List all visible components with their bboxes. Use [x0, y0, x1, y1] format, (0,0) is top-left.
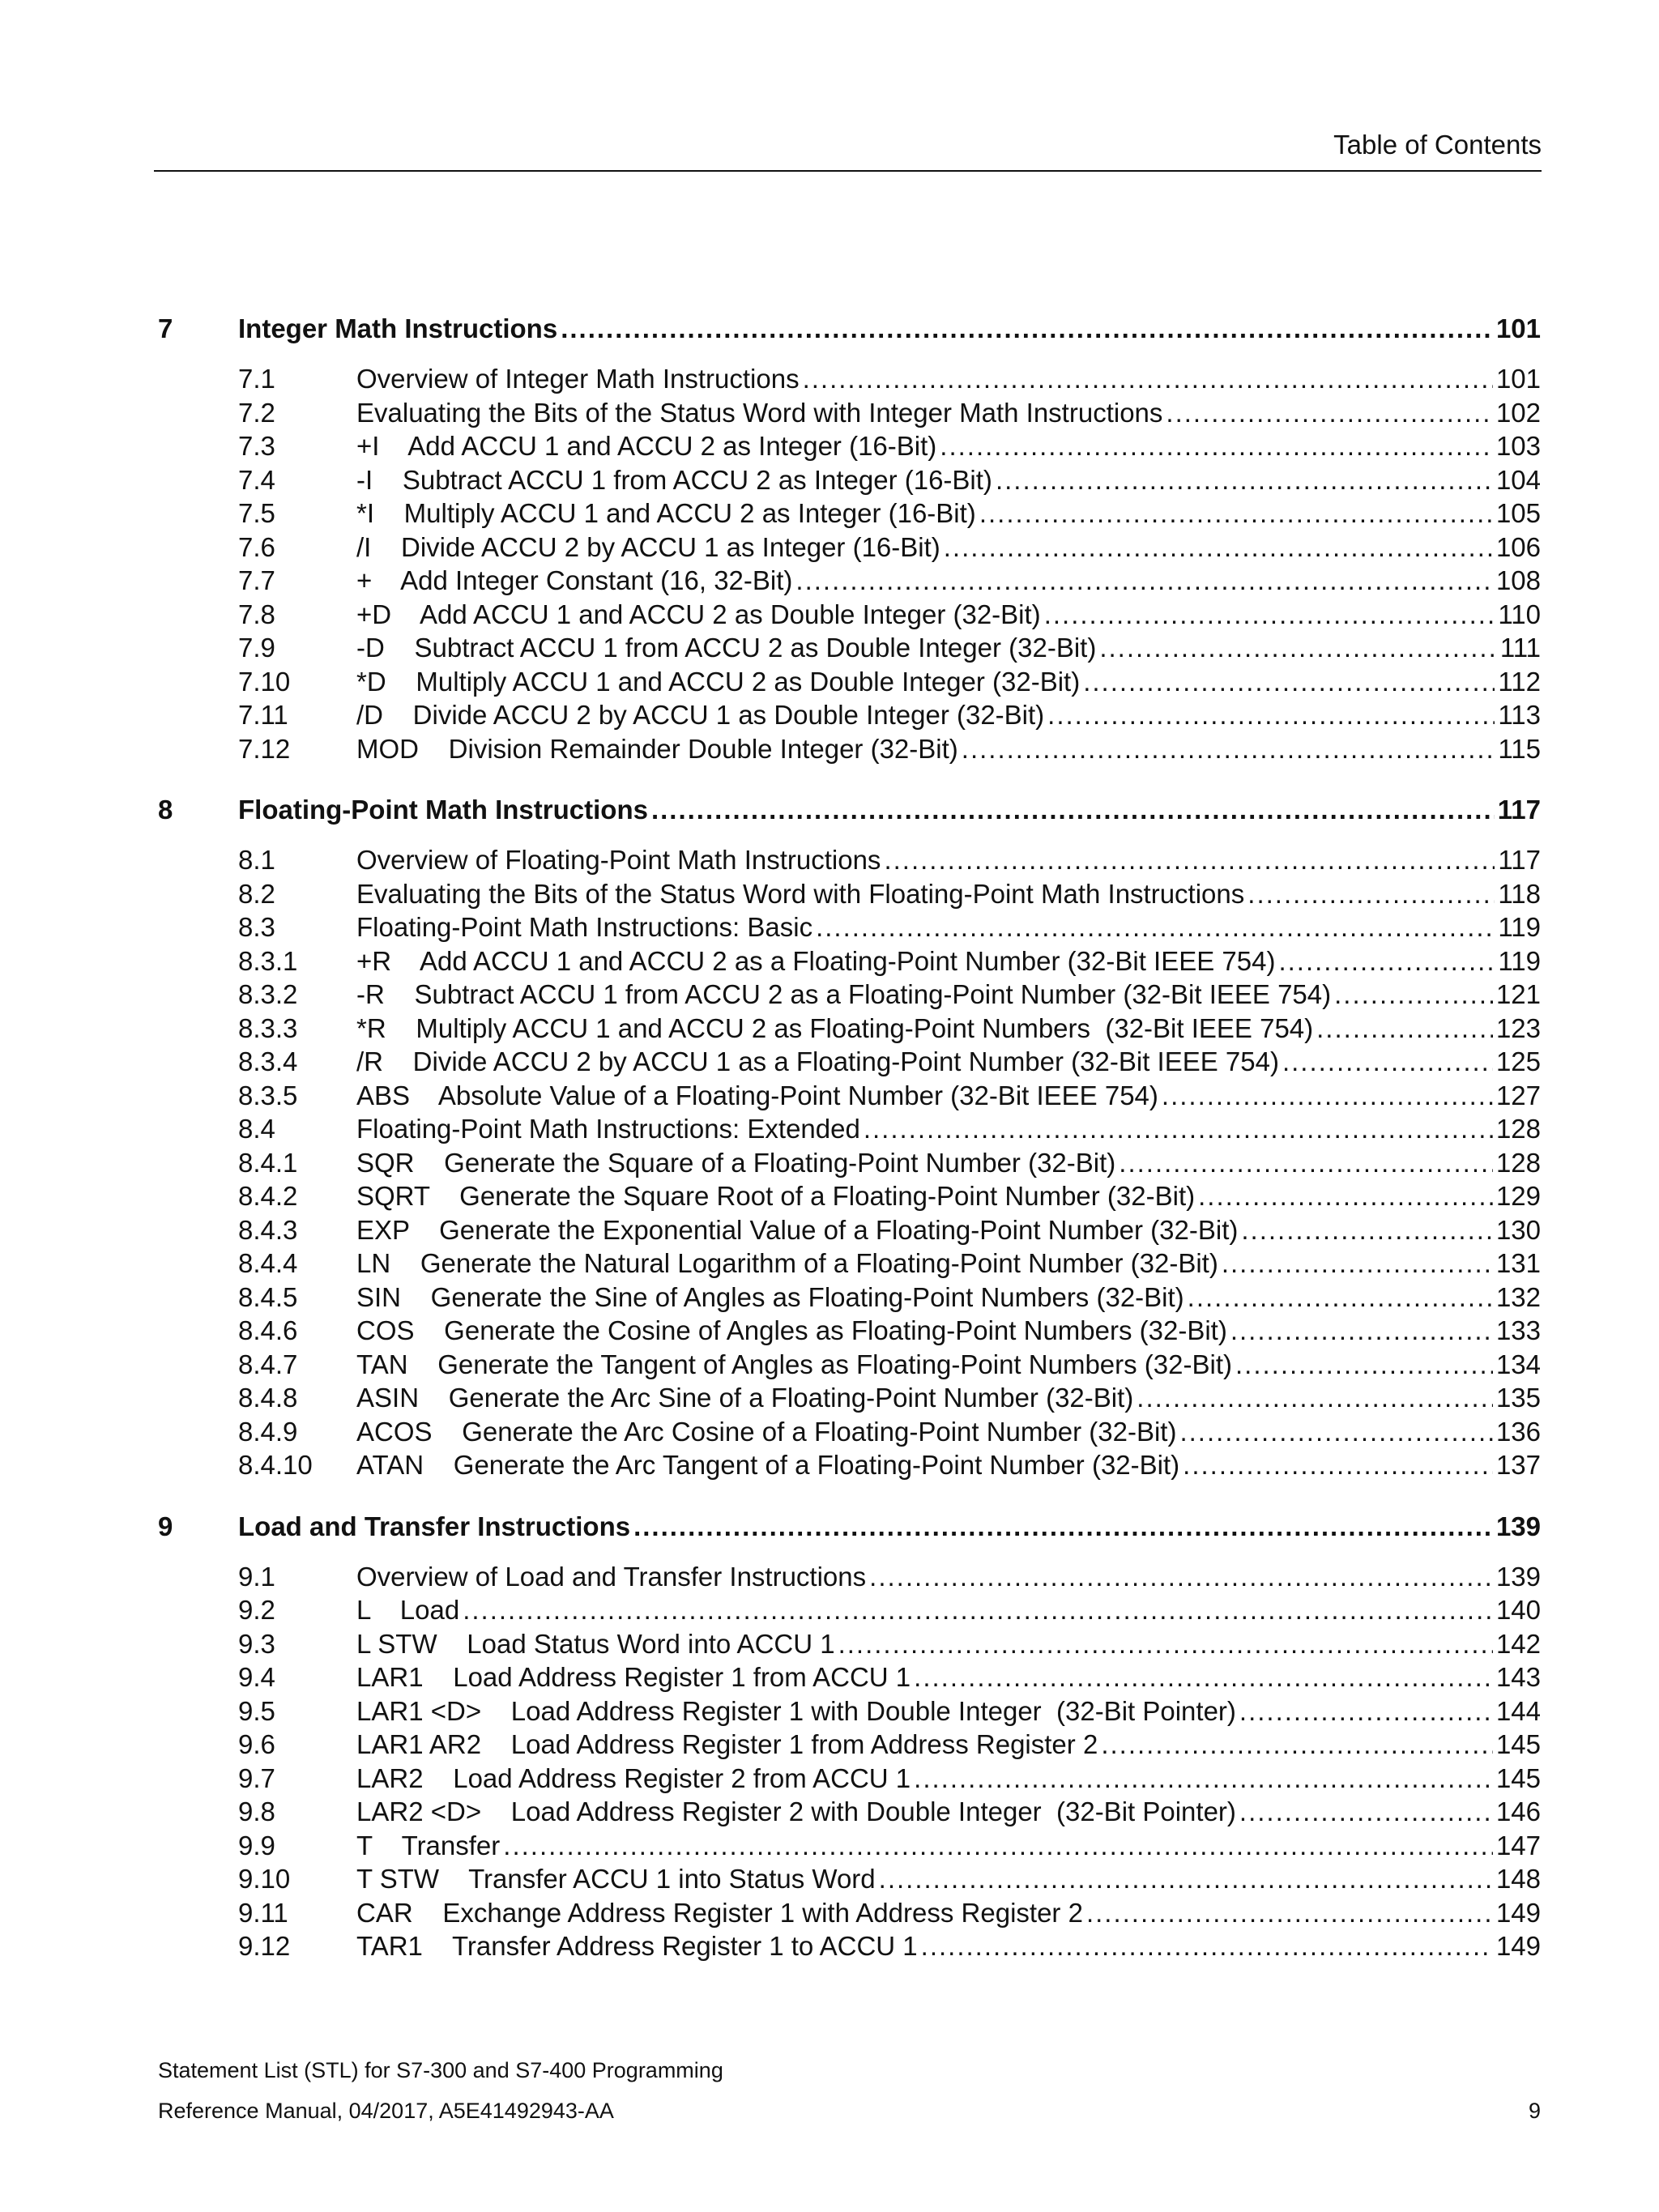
- dot-leader: [561, 312, 1493, 346]
- entry-title: SIN Generate the Sine of Angles as Floating-Point Numbers (32-Bit): [356, 1281, 1184, 1312]
- entry-number: 9.9: [238, 1830, 275, 1860]
- entry-page: 104: [1495, 464, 1541, 495]
- dot-leader: [1278, 944, 1495, 978]
- entry-title: +D Add ACCU 1 and ACCU 2 as Double Integer (32-Bit): [356, 599, 1041, 629]
- toc-entry[interactable]: [158, 429, 1541, 463]
- entry-title: +R Add ACCU 1 and ACCU 2 as a Floating-Point Number (32-Bit IEEE 754): [356, 945, 1276, 976]
- entry-page: 112: [1498, 666, 1541, 697]
- toc-entry[interactable]: [158, 1829, 1541, 1863]
- entry-page: 105: [1495, 498, 1541, 528]
- entry-title: MOD Division Remainder Double Integer (32-Bit): [356, 733, 958, 764]
- entry-page: 125: [1495, 1046, 1541, 1076]
- entry-title: /D Divide ACCU 2 by ACCU 1 as Double Integer (32-Bit): [356, 700, 1045, 730]
- entry-page: 106: [1495, 531, 1541, 562]
- dot-leader: [914, 1762, 1493, 1796]
- entry-title: L STW Load Status Word into ACCU 1: [356, 1628, 835, 1659]
- entry-number: 8.4.6: [238, 1315, 298, 1345]
- entry-page: 147: [1495, 1830, 1541, 1860]
- entry-number: 8.4.8: [238, 1383, 298, 1413]
- entry-number: 7.4: [238, 464, 275, 495]
- entry-number: 8.2: [238, 878, 275, 909]
- toc-entry[interactable]: [158, 978, 1541, 1012]
- entry-page: 127: [1495, 1080, 1541, 1110]
- toc-entry[interactable]: [158, 463, 1541, 497]
- entry-title: Evaluating the Bits of the Status Word with Integer Math Instructions: [356, 397, 1163, 428]
- chapter-page: 117: [1497, 795, 1541, 825]
- entry-title: Floating-Point Math Instructions: Basic: [356, 912, 813, 942]
- toc-entry[interactable]: [158, 362, 1541, 396]
- dot-leader: [869, 1560, 1493, 1594]
- entry-title: Overview of Integer Math Instructions: [356, 364, 800, 394]
- entry-number: 9.10: [238, 1864, 291, 1894]
- entry-number: 9.4: [238, 1662, 275, 1692]
- toc-entry[interactable]: [158, 1762, 1541, 1796]
- entry-page: 139: [1495, 1561, 1541, 1592]
- dot-leader: [1119, 1146, 1493, 1180]
- entry-number: 9.5: [238, 1695, 275, 1726]
- entry-page: 134: [1495, 1349, 1541, 1379]
- entry-title: +I Add ACCU 1 and ACCU 2 as Integer (16-Bit): [356, 431, 937, 461]
- entry-title: SQR Generate the Square of a Floating-Point Number (32-Bit): [356, 1147, 1116, 1178]
- chapter-title: Load and Transfer Instructions: [238, 1511, 631, 1541]
- dot-leader: [996, 463, 1493, 497]
- entry-page: 108: [1495, 565, 1541, 595]
- entry-number: 9.12: [238, 1931, 291, 1961]
- entry-page: 130: [1495, 1214, 1541, 1245]
- footer-info: [158, 2098, 1541, 2124]
- entry-title: CAR Exchange Address Register 1 with Address Register 2: [356, 1897, 1083, 1928]
- toc-entry[interactable]: [158, 1593, 1541, 1627]
- entry-page: 117: [1498, 845, 1541, 875]
- entry-page: 149: [1495, 1931, 1541, 1961]
- toc-entry[interactable]: [158, 732, 1541, 766]
- entry-number: 8.3: [238, 912, 275, 942]
- entry-title: -D Subtract ACCU 1 from ACCU 2 as Double Integer (32-Bit): [356, 633, 1097, 663]
- entry-number: 9.6: [238, 1729, 275, 1759]
- toc-entry[interactable]: [158, 1348, 1541, 1382]
- entry-number: 7.9: [238, 633, 275, 663]
- toc-entry[interactable]: [158, 1281, 1541, 1315]
- entry-title: COS Generate the Cosine of Angles as Floating-Point Numbers (32-Bit): [356, 1315, 1227, 1345]
- entry-number: 9.2: [238, 1595, 275, 1625]
- entry-page: 119: [1498, 912, 1541, 942]
- toc-entry[interactable]: [158, 910, 1541, 944]
- toc-entry[interactable]: [158, 564, 1541, 598]
- entry-number: 8.1: [238, 845, 275, 875]
- entry-title: *R Multiply ACCU 1 and ACCU 2 as Floating-Point Numbers (32-Bit IEEE 754): [356, 1012, 1314, 1043]
- entry-number: 9.1: [238, 1561, 275, 1592]
- dot-leader: [463, 1593, 1493, 1627]
- chapter-number: 8: [158, 795, 173, 825]
- dot-leader: [1198, 1179, 1493, 1213]
- toc-entry[interactable]: [158, 1179, 1541, 1213]
- entry-title: -R Subtract ACCU 1 from ACCU 2 as a Floating-Point Number (32-Bit IEEE 754): [356, 979, 1332, 1009]
- toc-entry[interactable]: [158, 1381, 1541, 1415]
- entry-title: LAR2 Load Address Register 2 from ACCU 1: [356, 1762, 911, 1793]
- entry-number: 7.8: [238, 599, 275, 629]
- toc-entry[interactable]: [158, 1660, 1541, 1694]
- entry-page: 131: [1495, 1248, 1541, 1278]
- dot-leader: [921, 1929, 1493, 1963]
- entry-title: LN Generate the Natural Logarithm of a Floating-Point Number (32-Bit): [356, 1248, 1218, 1278]
- entry-page: 115: [1498, 733, 1541, 764]
- dot-leader: [1047, 698, 1495, 732]
- entry-title: Floating-Point Math Instructions: Extended: [356, 1114, 860, 1144]
- toc-entry[interactable]: [158, 1896, 1541, 1930]
- entry-page: 137: [1495, 1450, 1541, 1480]
- entry-number: 9.3: [238, 1628, 275, 1659]
- entry-page: 111: [1499, 633, 1541, 663]
- entry-page: 133: [1495, 1315, 1541, 1345]
- entry-number: 8.3.5: [238, 1080, 298, 1110]
- entry-page: 102: [1495, 397, 1541, 428]
- dot-leader: [1230, 1314, 1493, 1348]
- entry-page: 129: [1495, 1181, 1541, 1211]
- entry-number: 8.4.9: [238, 1416, 298, 1447]
- dot-leader: [1162, 1079, 1493, 1113]
- entry-number: 9.7: [238, 1762, 275, 1793]
- chapter-title: Floating-Point Math Instructions: [238, 795, 648, 825]
- entry-number: 8.3.4: [238, 1046, 298, 1076]
- dot-leader: [1334, 978, 1493, 1012]
- dot-leader: [879, 1862, 1493, 1896]
- header-title: Table of Contents: [1333, 130, 1542, 160]
- entry-number: 7.1: [238, 364, 275, 394]
- entry-page: 149: [1495, 1897, 1541, 1928]
- entry-page: 119: [1498, 945, 1541, 976]
- entry-title: -I Subtract ACCU 1 from ACCU 2 as Integer (16-Bit): [356, 464, 992, 495]
- toc-chapter: [158, 793, 1541, 1482]
- toc-chapter-heading[interactable]: [158, 1510, 1541, 1544]
- entry-page: 144: [1495, 1695, 1541, 1726]
- toc-chapter-heading[interactable]: [158, 793, 1541, 827]
- entry-number: 8.4.7: [238, 1349, 298, 1379]
- toc-entry[interactable]: [158, 1213, 1541, 1247]
- toc-entry[interactable]: [158, 1448, 1541, 1482]
- entry-page: 140: [1495, 1595, 1541, 1625]
- toc-entry[interactable]: [158, 1415, 1541, 1449]
- entry-page: 128: [1495, 1114, 1541, 1144]
- dot-leader: [1188, 1281, 1493, 1315]
- entry-title: ATAN Generate the Arc Tangent of a Floating-Point Number (32-Bit): [356, 1450, 1180, 1480]
- toc-entry[interactable]: [158, 1146, 1541, 1180]
- toc-entry[interactable]: [158, 1862, 1541, 1896]
- toc-chapter-heading[interactable]: [158, 312, 1541, 346]
- dot-leader: [816, 910, 1495, 944]
- entry-page: 148: [1495, 1864, 1541, 1894]
- entry-number: 8.4.4: [238, 1248, 298, 1278]
- entry-page: 143: [1495, 1662, 1541, 1692]
- entry-number: 7.12: [238, 733, 291, 764]
- toc-entry[interactable]: [158, 1728, 1541, 1762]
- dot-leader: [1179, 1415, 1492, 1449]
- entry-title: ASIN Generate the Arc Sine of a Floating-Point Number (32-Bit): [356, 1383, 1134, 1413]
- dot-leader: [633, 1510, 1493, 1544]
- entry-title: /R Divide ACCU 2 by ACCU 1 as a Floating-Point Number (32-Bit IEEE 754): [356, 1046, 1279, 1076]
- dot-leader: [1166, 396, 1493, 430]
- entry-number: 8.3.3: [238, 1012, 298, 1043]
- entry-page: 101: [1495, 364, 1541, 394]
- entry-number: 7.3: [238, 431, 275, 461]
- entry-page: 136: [1495, 1416, 1541, 1447]
- toc-entry[interactable]: [158, 396, 1541, 430]
- entry-title: + Add Integer Constant (16, 32-Bit): [356, 565, 793, 595]
- toc-entry[interactable]: [158, 497, 1541, 531]
- entry-number: 7.10: [238, 666, 291, 697]
- chapter-number: 7: [158, 313, 173, 343]
- dot-leader: [1137, 1381, 1493, 1415]
- dot-leader: [1282, 1045, 1493, 1079]
- dot-leader: [1044, 598, 1495, 632]
- entry-number: 8.4.10: [238, 1450, 313, 1480]
- entry-title: Overview of Load and Transfer Instructions: [356, 1561, 867, 1592]
- entry-title: LAR1 Load Address Register 1 from ACCU 1: [356, 1662, 911, 1692]
- dot-leader: [1235, 1348, 1493, 1382]
- toc-entry[interactable]: [158, 698, 1541, 732]
- entry-title: ABS Absolute Value of a Floating-Point Number (32-Bit IEEE 754): [356, 1080, 1158, 1110]
- toc-entry[interactable]: [158, 843, 1541, 877]
- dot-leader: [1241, 1213, 1493, 1247]
- dot-leader: [1083, 665, 1495, 699]
- chapter-page: 101: [1495, 313, 1541, 343]
- table-of-contents: [158, 312, 1541, 1991]
- entry-number: 8.3.1: [238, 945, 298, 976]
- footer-page-number: 9: [1528, 2099, 1541, 2123]
- chapter-page: 139: [1495, 1511, 1541, 1541]
- toc-entry[interactable]: [158, 944, 1541, 978]
- footer-document-title: Statement List (STL) for S7-300 and S7-400 Programming: [158, 2058, 723, 2082]
- entry-number: 7.2: [238, 397, 275, 428]
- toc-entry[interactable]: [158, 631, 1541, 665]
- entry-page: 110: [1498, 599, 1541, 629]
- entry-page: 121: [1495, 979, 1541, 1009]
- entry-page: 113: [1498, 700, 1541, 730]
- chapter-title: Integer Math Instructions: [238, 313, 558, 343]
- entry-title: *D Multiply ACCU 1 and ACCU 2 as Double Integer (32-Bit): [356, 666, 1081, 697]
- dot-leader: [651, 793, 1495, 827]
- toc-entry[interactable]: [158, 1694, 1541, 1728]
- toc-entry[interactable]: [158, 531, 1541, 565]
- toc-entry[interactable]: [158, 1314, 1541, 1348]
- toc-entry[interactable]: [158, 1627, 1541, 1661]
- footer-manual-info: Reference Manual, 04/2017, A5E41492943-AA: [158, 2099, 614, 2123]
- dot-leader: [1247, 877, 1495, 911]
- toc-entry[interactable]: [158, 1929, 1541, 1963]
- entry-number: 8.4.5: [238, 1281, 298, 1312]
- entry-title: Overview of Floating-Point Math Instructions: [356, 845, 881, 875]
- entry-title: LAR1 <D> Load Address Register 1 with Double Integer (32-Bit Pointer): [356, 1695, 1236, 1726]
- toc-entry[interactable]: [158, 1112, 1541, 1146]
- dot-leader: [1101, 1728, 1493, 1762]
- dot-leader: [803, 362, 1493, 396]
- dot-leader: [884, 843, 1495, 877]
- entry-number: 9.8: [238, 1796, 275, 1826]
- entry-title: TAN Generate the Tangent of Angles as Floating-Point Numbers (32-Bit): [356, 1349, 1232, 1379]
- toc-entry[interactable]: [158, 877, 1541, 911]
- toc-entry[interactable]: [158, 1079, 1541, 1113]
- entry-page: 135: [1495, 1383, 1541, 1413]
- entry-number: 7.7: [238, 565, 275, 595]
- toc-entry[interactable]: [158, 665, 1541, 699]
- entry-page: 145: [1495, 1762, 1541, 1793]
- entry-page: 142: [1495, 1628, 1541, 1659]
- entry-title: L Load: [356, 1595, 460, 1625]
- header-rule: [154, 170, 1542, 172]
- dot-leader: [1222, 1247, 1493, 1281]
- dot-leader: [1239, 1795, 1493, 1829]
- entry-title: LAR2 <D> Load Address Register 2 with Double Integer (32-Bit Pointer): [356, 1796, 1236, 1826]
- dot-leader: [503, 1829, 1493, 1863]
- toc-entry[interactable]: [158, 1247, 1541, 1281]
- entry-number: 9.11: [238, 1897, 288, 1928]
- dot-leader: [838, 1627, 1493, 1661]
- entry-title: *I Multiply ACCU 1 and ACCU 2 as Integer (16-Bit): [356, 498, 976, 528]
- dot-leader: [1086, 1896, 1493, 1930]
- entry-title: T STW Transfer ACCU 1 into Status Word: [356, 1864, 876, 1894]
- dot-leader: [1183, 1448, 1493, 1482]
- dot-leader: [795, 564, 1493, 598]
- dot-leader: [962, 732, 1495, 766]
- entry-page: 103: [1495, 431, 1541, 461]
- entry-title: TAR1 Transfer Address Register 1 to ACCU 1: [356, 1931, 918, 1961]
- dot-leader: [940, 429, 1493, 463]
- toc-entry[interactable]: [158, 598, 1541, 632]
- entry-title: SQRT Generate the Square Root of a Floating-Point Number (32-Bit): [356, 1181, 1196, 1211]
- entry-title: ACOS Generate the Arc Cosine of a Floating-Point Number (32-Bit): [356, 1416, 1177, 1447]
- entry-number: 8.4.2: [238, 1181, 298, 1211]
- dot-leader: [979, 497, 1493, 531]
- entry-title: LAR1 AR2 Load Address Register 1 from Address Register 2: [356, 1729, 1098, 1759]
- entry-title: Evaluating the Bits of the Status Word with Floating-Point Math Instructions: [356, 878, 1245, 909]
- entry-page: 132: [1495, 1281, 1541, 1312]
- entry-number: 8.4.1: [238, 1147, 298, 1178]
- entry-number: 7.5: [238, 498, 275, 528]
- chapter-number: 9: [158, 1511, 173, 1541]
- entry-number: 8.4: [238, 1114, 275, 1144]
- entry-title: EXP Generate the Exponential Value of a Floating-Point Number (32-Bit): [356, 1214, 1239, 1245]
- toc-chapter: [158, 312, 1541, 765]
- dot-leader: [1099, 631, 1496, 665]
- entry-title: /I Divide ACCU 2 by ACCU 1 as Integer (16-Bit): [356, 531, 940, 562]
- entry-title: T Transfer: [356, 1830, 501, 1860]
- toc-chapter: [158, 1510, 1541, 1963]
- entry-number: 7.6: [238, 531, 275, 562]
- dot-leader: [864, 1112, 1493, 1146]
- entry-page: 118: [1498, 878, 1541, 909]
- entry-number: 7.11: [238, 700, 288, 730]
- toc-entry[interactable]: [158, 1012, 1541, 1046]
- entry-page: 145: [1495, 1729, 1541, 1759]
- dot-leader: [944, 531, 1493, 565]
- entry-number: 8.4.3: [238, 1214, 298, 1245]
- dot-leader: [1316, 1012, 1493, 1046]
- dot-leader: [1239, 1694, 1493, 1728]
- entry-page: 123: [1495, 1012, 1541, 1043]
- entry-page: 146: [1495, 1796, 1541, 1826]
- toc-entry[interactable]: [158, 1795, 1541, 1829]
- entry-page: 128: [1495, 1147, 1541, 1178]
- toc-entry[interactable]: [158, 1045, 1541, 1079]
- dot-leader: [914, 1660, 1493, 1694]
- entry-number: 8.3.2: [238, 979, 298, 1009]
- toc-entry[interactable]: [158, 1560, 1541, 1594]
